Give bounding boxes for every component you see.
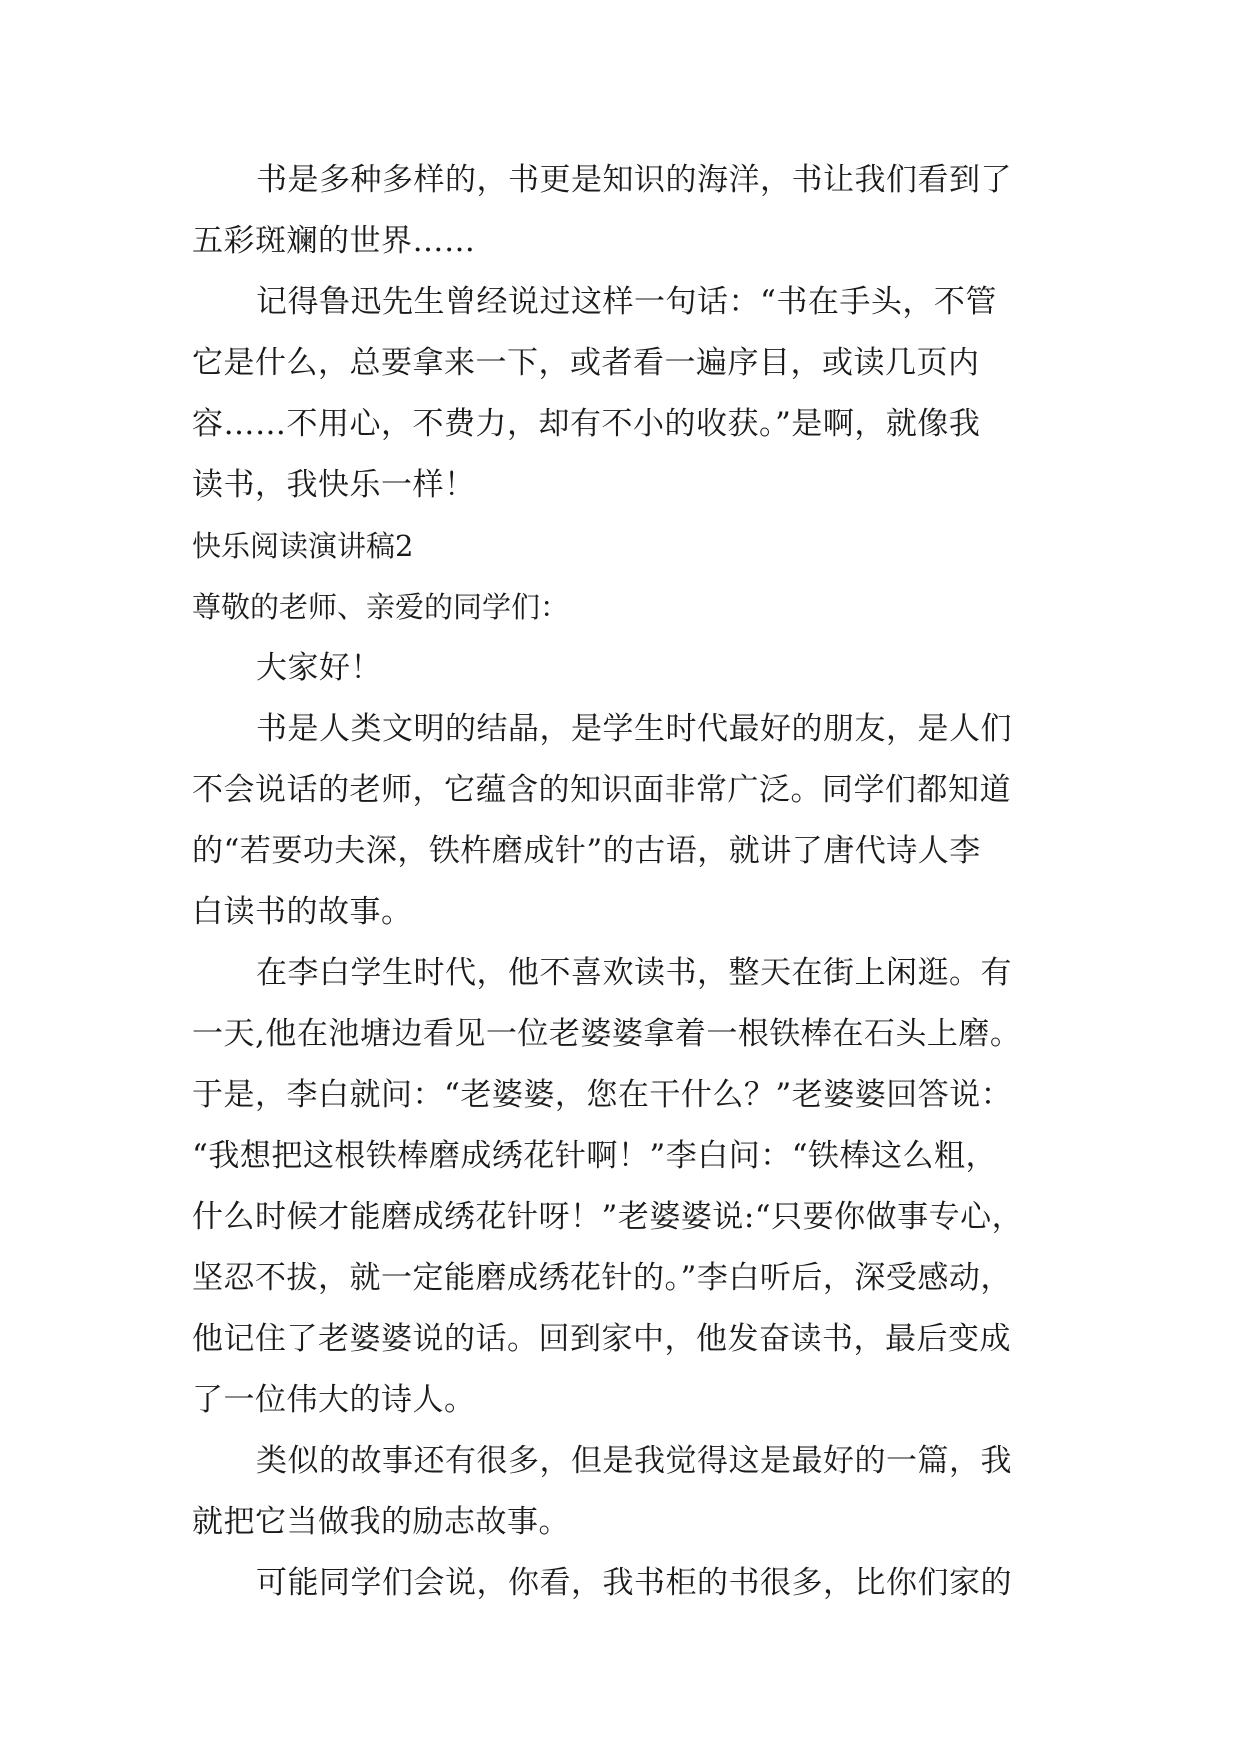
paragraph-line: 类似的故事还有很多，但是我觉得这是最好的一篇，我 [256, 1443, 1012, 1479]
paragraph-line: 可能同学们会说，你看，我书柜的书很多，比你们家的 [256, 1565, 1012, 1601]
paragraph-line: 坚忍不拔，就一定能磨成绣花针的。”李白听后，深受感动， [192, 1260, 1012, 1296]
paragraph-line: 五彩斑斓的世界…… [192, 223, 476, 259]
greeting-line: 大家好！ [256, 650, 382, 686]
paragraph-line: 他记住了老婆婆说的话。回到家中，他发奋读书，最后变成 [192, 1321, 1011, 1357]
document-page [192, 150, 1082, 1614]
paragraph-line: 不会说话的老师，它蕴含的知识面非常广泛。同学们都知道 [192, 772, 1011, 808]
paragraph-line: 了一位伟大的诗人。 [192, 1382, 476, 1418]
salutation: 尊敬的老师、亲爱的同学们： [192, 590, 570, 624]
paragraph-line: 容……不用心，不费力，却有不小的收获。”是啊，就像我 [192, 406, 981, 442]
section-title: 快乐阅读演讲稿2 [192, 529, 414, 563]
paragraph-line: 读书，我快乐一样！ [192, 467, 476, 503]
paragraph-line: 什么时候才能磨成绣花针呀！”老婆婆说:“只要你做事专心， [192, 1199, 1024, 1235]
paragraph-line: 就把它当做我的励志故事。 [192, 1504, 570, 1540]
paragraph-line: 在李白学生时代，他不喜欢读书，整天在街上闲逛。有 [256, 955, 1012, 991]
paragraph-line: “我想把这根铁棒磨成绣花针啊！”李白问：“铁棒这么粗， [192, 1138, 998, 1174]
paragraph-line: 于是，李白就问：“老婆婆，您在干什么？”老婆婆回答说： [192, 1077, 1013, 1113]
paragraph-line: 书是多种多样的，书更是知识的海洋，书让我们看到了 [256, 162, 1012, 198]
paragraph-line: 的“若要功夫深，铁杵磨成针”的古语，就讲了唐代诗人李 [192, 833, 981, 869]
paragraph-line: 白读书的故事。 [192, 894, 413, 930]
paragraph-line: 记得鲁迅先生曾经说过这样一句话：“书在手头，不管 [256, 284, 997, 320]
paragraph-line: 书是人类文明的结晶，是学生时代最好的朋友，是人们 [256, 711, 1012, 747]
paragraph-line: 它是什么，总要拿来一下，或者看一遍序目，或读几页内 [192, 345, 980, 381]
paragraph-line: 一天,他在池塘边看见一位老婆婆拿着一根铁棒在石头上磨。 [192, 1016, 1022, 1052]
